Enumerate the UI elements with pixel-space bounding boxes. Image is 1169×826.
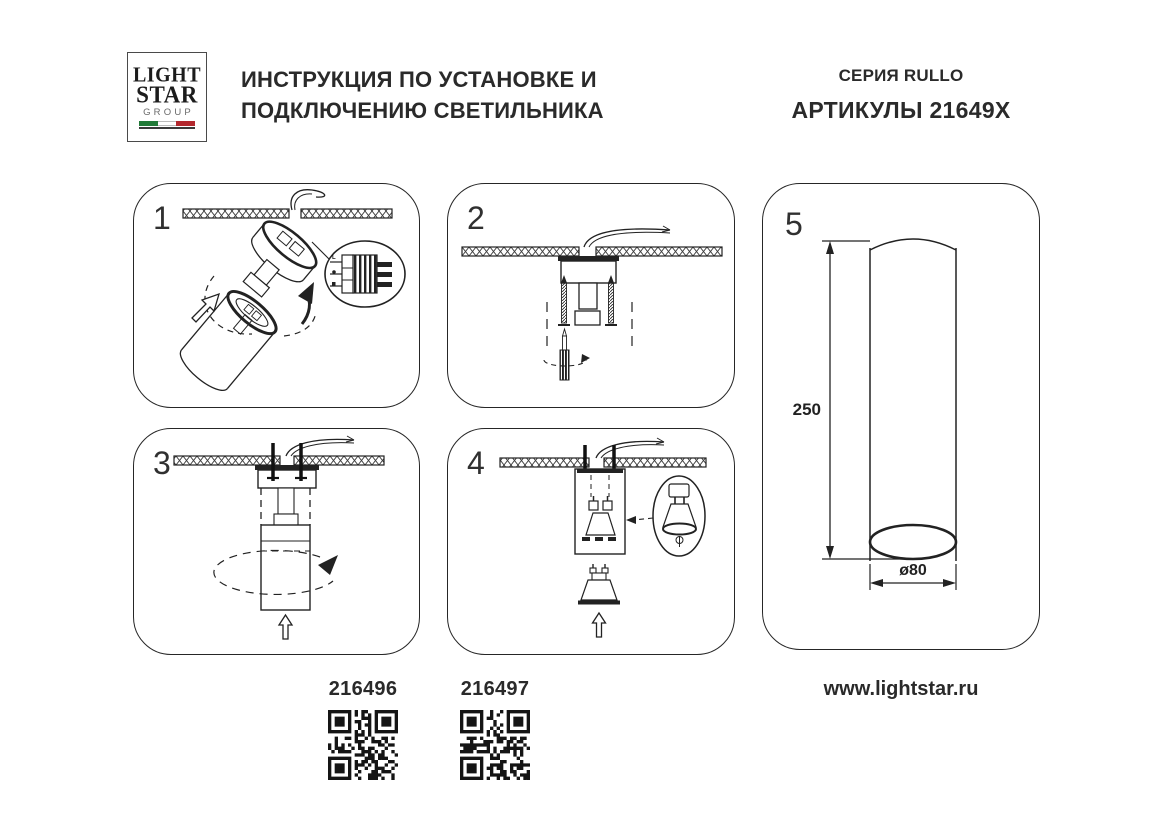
lightstar-logo bbox=[127, 52, 207, 142]
step-3-panel bbox=[133, 428, 420, 655]
terminal-label-l: L bbox=[332, 255, 336, 261]
qr-code-left bbox=[328, 710, 398, 780]
supply-wire bbox=[596, 438, 664, 458]
terminal-inset bbox=[325, 241, 405, 307]
lamp-body bbox=[575, 469, 625, 554]
title-line-2: ПОДКЛЮЧЕНИЮ СВЕТИЛЬНИКА bbox=[241, 98, 604, 123]
lamp-body bbox=[261, 525, 310, 610]
ceiling bbox=[462, 247, 722, 256]
inset-pointer bbox=[626, 516, 653, 524]
logo-star: STAR bbox=[136, 80, 198, 108]
step-3-diagram bbox=[134, 429, 421, 656]
italian-flag-stripe bbox=[139, 121, 195, 129]
series-label: СЕРИЯ RULLO bbox=[838, 66, 964, 85]
article-left-block bbox=[323, 678, 403, 785]
mounting-base bbox=[255, 465, 319, 488]
website-url: www.lightstar.ru bbox=[823, 678, 979, 700]
push-arrow bbox=[192, 294, 219, 322]
articles-label: АРТИКУЛЫ 21649X bbox=[791, 97, 1011, 123]
gu10-bulb-inset bbox=[653, 476, 705, 556]
article-number-left: 216496 bbox=[328, 678, 398, 700]
logo-group: GROUP bbox=[143, 106, 194, 118]
step-2-panel bbox=[447, 183, 735, 408]
title-line-1: ИНСТРУКЦИЯ ПО УСТАНОВКЕ И bbox=[241, 67, 597, 92]
step-5-diagram bbox=[763, 184, 1041, 651]
push-up-arrow bbox=[279, 615, 292, 639]
step-4-diagram bbox=[448, 429, 736, 656]
height-dimension bbox=[793, 241, 906, 559]
logo-light: LIGHT bbox=[132, 62, 202, 87]
step-4-number: 4 bbox=[467, 445, 485, 481]
lamp-body-dashed bbox=[261, 488, 310, 527]
series-block bbox=[766, 66, 1036, 124]
article-number-right: 216497 bbox=[460, 678, 530, 700]
qr-code-right bbox=[460, 710, 530, 780]
gu10-bulb bbox=[578, 564, 620, 603]
lamp-body bbox=[174, 285, 282, 397]
step-2-number: 2 bbox=[467, 200, 485, 236]
step-4-panel bbox=[447, 428, 735, 655]
cylinder-drawing bbox=[870, 239, 956, 561]
step-3-number: 3 bbox=[153, 445, 171, 481]
supply-wire bbox=[584, 226, 670, 247]
page-title bbox=[241, 64, 604, 126]
step-5-number: 5 bbox=[785, 206, 803, 242]
step-5-panel bbox=[762, 183, 1040, 650]
screwdriver bbox=[544, 329, 590, 380]
diameter-label: ø80 bbox=[899, 562, 927, 579]
diameter-dimension bbox=[870, 562, 956, 590]
ceiling bbox=[174, 456, 384, 465]
article-right-block bbox=[455, 678, 535, 785]
supply-wire bbox=[286, 436, 354, 456]
ceiling bbox=[183, 209, 392, 218]
step-1-number: 1 bbox=[153, 200, 171, 236]
step-1-panel bbox=[133, 183, 420, 408]
ceiling bbox=[500, 458, 706, 467]
step-1-diagram bbox=[134, 184, 421, 409]
rotate-arrow bbox=[298, 282, 314, 324]
push-up-arrow bbox=[593, 613, 606, 637]
height-label: 250 bbox=[792, 400, 821, 419]
step-2-diagram bbox=[448, 184, 736, 409]
